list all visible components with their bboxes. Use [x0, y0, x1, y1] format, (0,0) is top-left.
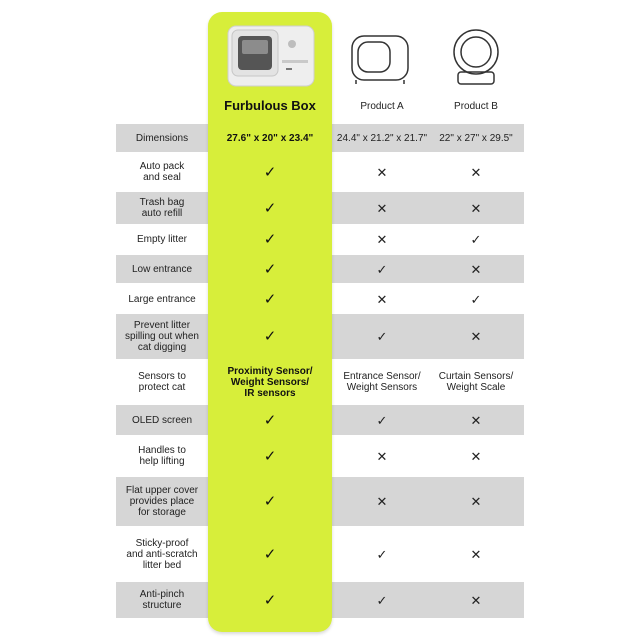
product-b-value-cell — [428, 527, 524, 581]
furbulous-box-value-cell — [208, 360, 332, 404]
furbulous-box-value-cell — [208, 527, 332, 581]
furbulous-box-value-cell — [208, 255, 332, 283]
furbulous-box-value-cell — [208, 124, 332, 152]
feature-label-cell — [116, 285, 208, 313]
furbulous-box-value-cell — [208, 405, 332, 435]
product-a-value-cell — [332, 154, 432, 190]
x-icon: ✕ — [470, 164, 482, 180]
checkmark-icon: ✓ — [263, 447, 277, 465]
checkmark-icon: ✓ — [263, 411, 277, 429]
feature-label: Trash bag auto refill — [139, 197, 185, 219]
feature-label-cell — [116, 124, 208, 152]
x-icon: ✕ — [376, 164, 388, 180]
x-icon: ✕ — [470, 261, 482, 277]
product-a-value-cell — [332, 225, 432, 253]
checkmark-icon: ✓ — [263, 199, 277, 217]
product-b-name: Product B — [454, 101, 498, 112]
feature-label: OLED screen — [131, 414, 193, 426]
furbulous-box-value-cell — [208, 154, 332, 190]
x-icon: ✕ — [376, 494, 388, 509]
product-b-outline-icon — [448, 26, 504, 88]
feature-label: Flat upper cover provides place for storage — [125, 485, 199, 518]
checkmark-icon: ✓ — [470, 291, 482, 307]
product-a-value-cell — [332, 437, 432, 475]
product-b-value-cell — [428, 154, 524, 190]
product-a-value-cell — [332, 360, 432, 404]
furbulous-box-value: Proximity Sensor/ Weight Sensors/ IR sensors — [227, 365, 313, 399]
x-icon: ✕ — [376, 200, 388, 216]
feature-label-cell — [116, 255, 208, 283]
product-a-value-cell — [332, 124, 432, 152]
checkmark-icon: ✓ — [376, 261, 388, 277]
x-icon: ✕ — [376, 291, 388, 307]
x-icon: ✕ — [470, 546, 482, 562]
product-b-value-cell — [428, 285, 524, 313]
checkmark-icon: ✓ — [263, 290, 277, 308]
product-a-value-cell — [332, 314, 432, 359]
x-icon: ✕ — [470, 494, 482, 509]
product-b-value-cell — [428, 582, 524, 618]
feature-label: Dimensions — [135, 132, 189, 144]
checkmark-icon: ✓ — [263, 260, 277, 278]
product-a-value-cell — [332, 527, 432, 581]
product-b-value: 22" x 27" x 29.5" — [439, 132, 513, 144]
feature-label: Large entrance — [128, 293, 196, 305]
furbulous-box-value-cell — [208, 477, 332, 526]
x-icon: ✕ — [470, 329, 482, 344]
product-b-value-cell — [428, 314, 524, 359]
checkmark-icon: ✓ — [263, 545, 277, 563]
product-b-value-cell — [428, 405, 524, 435]
furbulous-box-value-cell — [208, 582, 332, 618]
checkmark-icon: ✓ — [376, 592, 388, 608]
feature-label: Handles to help lifting — [138, 445, 186, 467]
product-a-value-cell — [332, 477, 432, 526]
feature-label: Low entrance — [131, 263, 193, 275]
x-icon: ✕ — [376, 448, 388, 464]
feature-label-cell — [116, 437, 208, 475]
product-a-value-cell — [332, 405, 432, 435]
feature-label-cell — [116, 360, 208, 404]
furbulous-box-value-cell — [208, 225, 332, 253]
checkmark-icon: ✓ — [376, 546, 388, 562]
furbulous-box-value-cell — [208, 437, 332, 475]
feature-label-cell — [116, 314, 208, 359]
litter-box-product-image — [226, 22, 316, 90]
product-b-value: Curtain Sensors/ Weight Scale — [438, 371, 514, 393]
feature-label-cell — [116, 405, 208, 435]
furbulous-box-value-cell — [208, 285, 332, 313]
product-a-name: Product A — [360, 101, 404, 112]
furbulous-box-value-cell — [208, 314, 332, 359]
furbulous-box-value-cell — [208, 192, 332, 224]
product-b-value-cell — [428, 124, 524, 152]
checkmark-icon: ✓ — [263, 230, 277, 248]
product-b-value-cell — [428, 360, 524, 404]
feature-label: Sticky-proof and anti-scratch litter bed — [126, 537, 198, 571]
furbulous-box-value: 27.6" x 20" x 23.4" — [226, 132, 314, 144]
product-b-value-cell — [428, 192, 524, 224]
checkmark-icon: ✓ — [263, 163, 277, 181]
product-a-outline-icon — [348, 30, 412, 86]
x-icon: ✕ — [376, 231, 388, 247]
feature-label-cell — [116, 527, 208, 581]
x-icon: ✕ — [470, 448, 482, 464]
product-a-value-cell — [332, 582, 432, 618]
feature-label-cell — [116, 477, 208, 526]
feature-label-cell — [116, 225, 208, 253]
product-a-value-cell — [332, 192, 432, 224]
feature-label-cell — [116, 582, 208, 618]
x-icon: ✕ — [470, 592, 482, 608]
feature-label: Anti-pinch structure — [139, 589, 185, 611]
product-b-value-cell — [428, 477, 524, 526]
x-icon: ✕ — [470, 200, 482, 216]
feature-label: Auto pack and seal — [139, 161, 185, 183]
feature-label-cell — [116, 192, 208, 224]
feature-label: Empty litter — [136, 233, 187, 245]
product-b-value-cell — [428, 225, 524, 253]
checkmark-icon: ✓ — [376, 412, 388, 428]
feature-label-cell — [116, 154, 208, 190]
feature-label: Prevent litter spilling out when cat digging — [125, 320, 199, 353]
checkmark-icon: ✓ — [263, 591, 277, 609]
product-a-value-cell — [332, 285, 432, 313]
checkmark-icon: ✓ — [263, 493, 277, 510]
product-b-value-cell — [428, 437, 524, 475]
product-b-value-cell — [428, 255, 524, 283]
hero-product-name: Furbulous Box — [224, 98, 316, 113]
checkmark-icon: ✓ — [263, 328, 277, 345]
checkmark-icon: ✓ — [470, 231, 482, 247]
checkmark-icon: ✓ — [376, 329, 388, 344]
product-a-value-cell — [332, 255, 432, 283]
x-icon: ✕ — [470, 412, 482, 428]
feature-label: Sensors to protect cat — [138, 371, 186, 393]
product-a-value: Entrance Sensor/ Weight Sensors — [343, 371, 421, 393]
product-a-value: 24.4" x 21.2" x 21.7" — [336, 132, 428, 144]
